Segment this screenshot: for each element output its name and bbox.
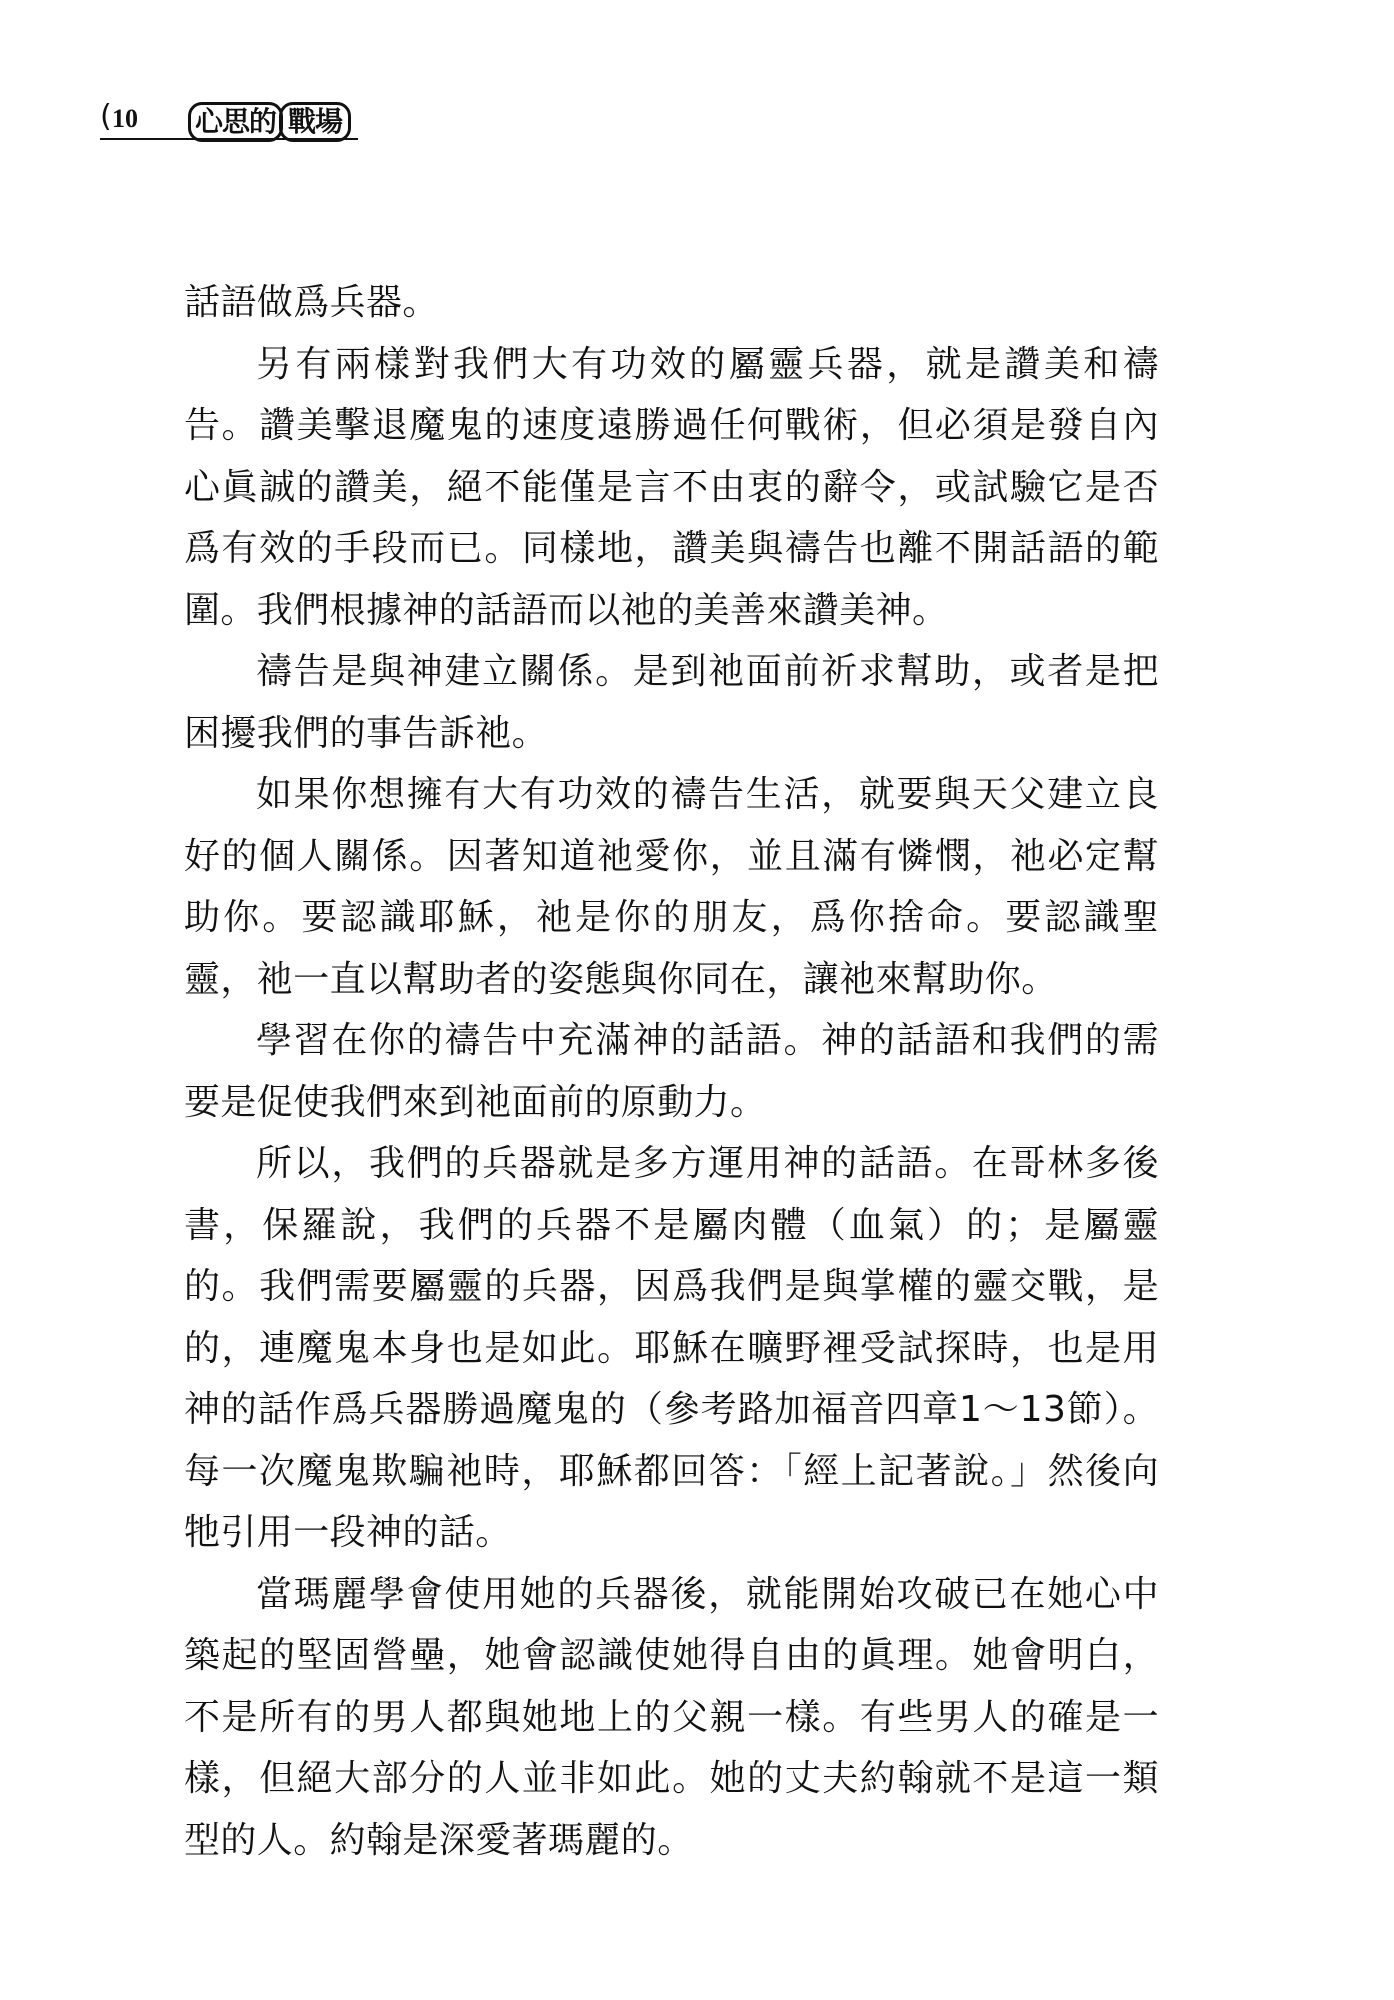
paragraph: 當瑪麗學會使用她的兵器後，就能開始攻破已在她心中築起的堅固營壘，她會認識使她得自由的眞理。她會明白，不是所有的男人都與她地上的父親一樣。有些男人的確是一樣，但絕大部分的人並非如此。她的丈夫約翰就不是這一類型的人。約翰是深愛著瑪麗的。	[184, 1573, 1159, 1861]
paragraph: 學習在你的禱告中充滿神的話語。神的話語和我們的需要是促使我們來到祂面前的原動力。	[184, 1020, 1159, 1123]
paragraph: 如果你想擁有大有功效的禱告生活，就要與天父建立良好的個人關係。因著知道祂愛你，並且滿有憐憫，祂必定幫助你。要認識耶穌，祂是你的朋友，爲你捨命。要認識聖靈，祂一直以幫助者的姿態與你同在，讓祂來幫助你。	[184, 774, 1159, 1000]
paragraph: 話語做爲兵器。	[184, 282, 439, 323]
running-header	[100, 100, 360, 140]
book-title	[188, 102, 351, 142]
header-bracket: (	[100, 99, 112, 134]
paragraph: 禱告是與神建立關係。是到祂面前祈求幫助，或者是把困擾我們的事告訴祂。	[184, 651, 1159, 754]
page-number: 10	[112, 104, 138, 133]
book-title-part1: 心思的	[188, 102, 283, 142]
paragraph: 所以，我們的兵器就是多方運用神的話語。在哥林多後書，保羅說，我們的兵器不是屬肉體（血氣）的；是屬靈的。我們需要屬靈的兵器，因爲我們是與掌權的靈交戰，是的，連魔鬼本身也是如此。耶穌在曠野裡受試探時，也是用神的話作爲兵器勝過魔鬼的（參考路加福音四章1～13節）。每一次魔鬼欺騙祂時，耶穌都回答：「經上記著說。」然後向牠引用一段神的話。	[184, 1143, 1159, 1553]
paragraph: 另有兩樣對我們大有功效的屬靈兵器，就是讚美和禱告。讚美擊退魔鬼的速度遠勝過任何戰術，但必須是發自內心眞誠的讚美，絕不能僅是言不由衷的辭令，或試驗它是否爲有效的手段而已。同樣地，讚美與禱告也離不開話語的範圍。我們根據神的話語而以祂的美善來讚美神。	[184, 343, 1159, 631]
page-body	[184, 272, 1159, 1871]
book-title-part2: 戰場	[279, 102, 351, 142]
